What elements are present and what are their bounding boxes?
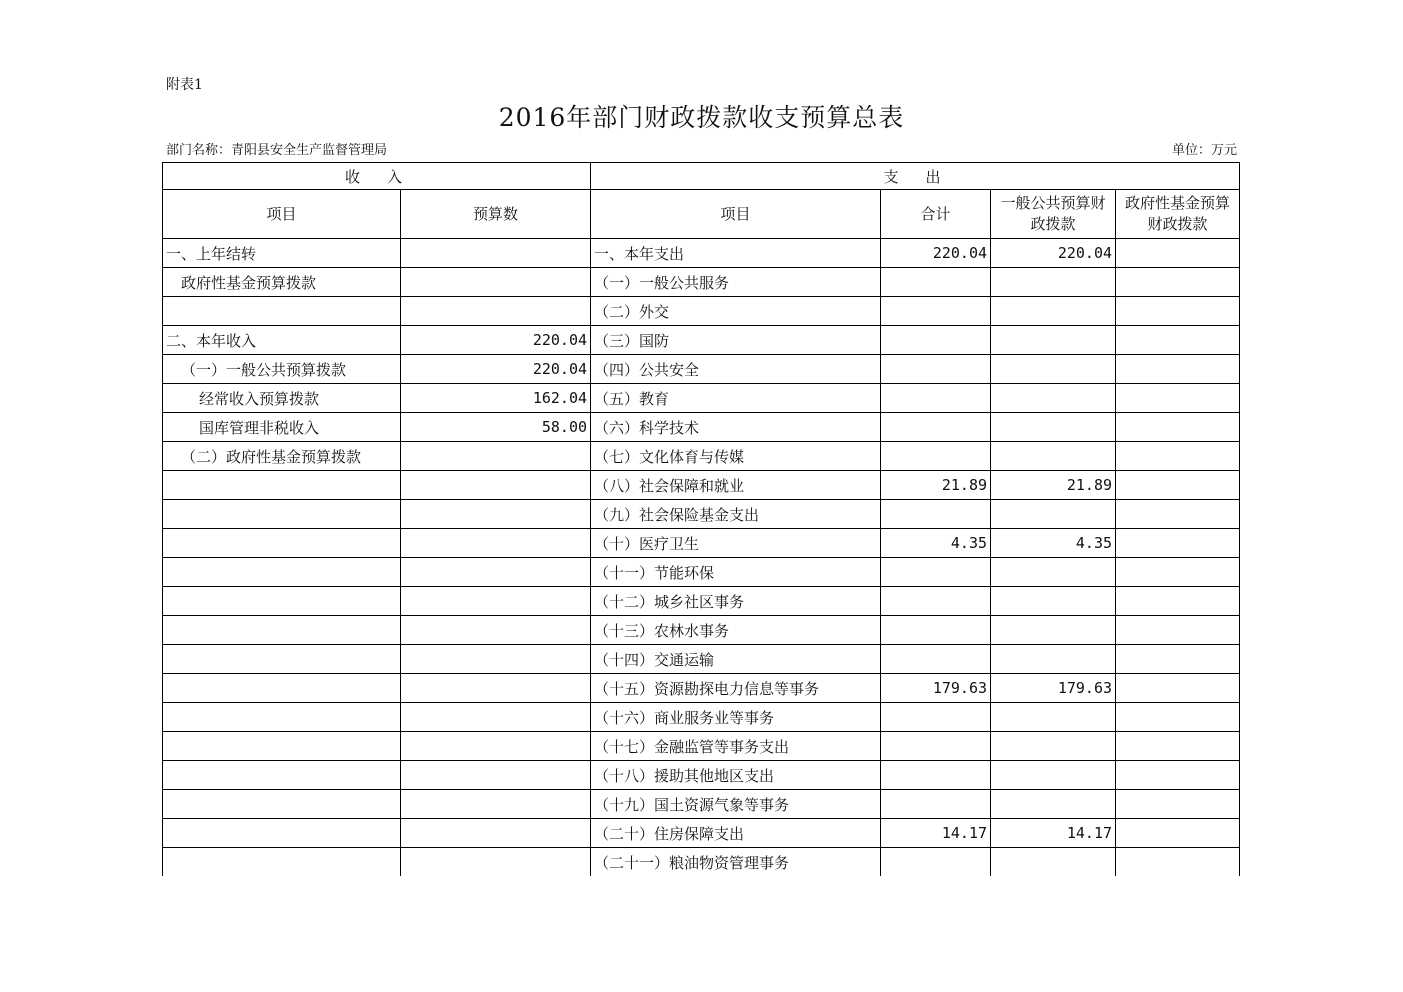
expense-total-cell xyxy=(881,761,991,790)
expense-general-cell xyxy=(991,500,1116,529)
attachment-label: 附表1 xyxy=(166,77,203,93)
income-budget-cell xyxy=(401,587,591,616)
expense-item-cell: （十三）农林水事务 xyxy=(591,616,881,645)
expense-item-cell: （十）医疗卫生 xyxy=(591,529,881,558)
expense-total-header: 合计 xyxy=(881,190,991,239)
income-item-cell xyxy=(163,500,401,529)
table-row xyxy=(163,558,1240,587)
expense-fund-cell xyxy=(1116,500,1240,529)
income-budget-cell xyxy=(401,529,591,558)
expense-total-cell xyxy=(881,384,991,413)
expense-item-cell: （九）社会保险基金支出 xyxy=(591,500,881,529)
income-item-cell xyxy=(163,674,401,703)
income-item-cell: （二）政府性基金预算拨款 xyxy=(163,442,401,471)
income-budget-cell xyxy=(401,703,591,732)
expense-item-cell: （二）外交 xyxy=(591,297,881,326)
expense-total-cell xyxy=(881,645,991,674)
table-row xyxy=(163,268,1240,297)
income-item-cell xyxy=(163,761,401,790)
expense-total-cell: 179.63 xyxy=(881,674,991,703)
expense-general-cell: 220.04 xyxy=(991,239,1116,268)
expense-fund-cell xyxy=(1116,732,1240,761)
table-row xyxy=(163,848,1240,877)
income-budget-cell xyxy=(401,297,591,326)
expense-total-cell xyxy=(881,732,991,761)
expense-item-cell: 一、本年支出 xyxy=(591,239,881,268)
income-budget-cell xyxy=(401,645,591,674)
expense-item-cell: （八）社会保障和就业 xyxy=(591,471,881,500)
expense-general-cell: 179.63 xyxy=(991,674,1116,703)
income-budget-cell xyxy=(401,848,591,877)
expense-item-cell: （十九）国土资源气象等事务 xyxy=(591,790,881,819)
table-row xyxy=(163,790,1240,819)
table-row xyxy=(163,297,1240,326)
expense-item-cell: （十七）金融监管等事务支出 xyxy=(591,732,881,761)
expense-total-cell xyxy=(881,268,991,297)
income-item-cell xyxy=(163,732,401,761)
table-row xyxy=(163,326,1240,355)
expense-fund-cell xyxy=(1116,616,1240,645)
income-budget-cell: 220.04 xyxy=(401,355,591,384)
income-budget-cell xyxy=(401,674,591,703)
expense-fund-cell xyxy=(1116,761,1240,790)
expense-fund-cell xyxy=(1116,819,1240,848)
income-budget-cell: 58.00 xyxy=(401,413,591,442)
expense-item-cell: （十八）援助其他地区支出 xyxy=(591,761,881,790)
expense-fund-cell xyxy=(1116,413,1240,442)
table-row xyxy=(163,761,1240,790)
income-budget-cell xyxy=(401,732,591,761)
expense-item-cell: （十五）资源勘探电力信息等事务 xyxy=(591,674,881,703)
expense-general-cell: 21.89 xyxy=(991,471,1116,500)
expense-general-cell xyxy=(991,761,1116,790)
expense-fund-cell xyxy=(1116,674,1240,703)
table-row xyxy=(163,732,1240,761)
expense-fund-cell xyxy=(1116,529,1240,558)
income-budget-cell xyxy=(401,500,591,529)
table-row xyxy=(163,587,1240,616)
table-row xyxy=(163,239,1240,268)
expense-item-cell: （十二）城乡社区事务 xyxy=(591,587,881,616)
income-item-cell: 经常收入预算拨款 xyxy=(163,384,401,413)
table-row xyxy=(163,616,1240,645)
expense-general-cell xyxy=(991,413,1116,442)
expense-item-cell: （七）文化体育与传媒 xyxy=(591,442,881,471)
expense-fund-cell xyxy=(1116,703,1240,732)
table-row xyxy=(163,442,1240,471)
expense-general-cell xyxy=(991,732,1116,761)
expense-general-cell xyxy=(991,384,1116,413)
income-item-cell xyxy=(163,703,401,732)
income-budget-cell: 220.04 xyxy=(401,326,591,355)
income-item-cell xyxy=(163,297,401,326)
budget-table xyxy=(162,162,1240,876)
expense-item-cell: （五）教育 xyxy=(591,384,881,413)
income-item-cell xyxy=(163,645,401,674)
expense-fund-cell xyxy=(1116,355,1240,384)
expense-total-cell: 4.35 xyxy=(881,529,991,558)
expense-general-cell xyxy=(991,326,1116,355)
expense-fund-cell xyxy=(1116,268,1240,297)
income-item-cell xyxy=(163,819,401,848)
income-budget-header: 预算数 xyxy=(401,190,591,239)
expense-general-cell: 14.17 xyxy=(991,819,1116,848)
column-header-row xyxy=(163,190,1240,239)
expense-general-cell xyxy=(991,558,1116,587)
department-name: 部门名称：青阳县安全生产监督管理局 xyxy=(166,143,388,158)
expense-fund-cell xyxy=(1116,790,1240,819)
income-budget-cell xyxy=(401,819,591,848)
income-budget-cell xyxy=(401,471,591,500)
expense-fund-cell xyxy=(1116,442,1240,471)
expense-total-cell: 21.89 xyxy=(881,471,991,500)
income-item-cell xyxy=(163,558,401,587)
expense-total-cell xyxy=(881,848,991,877)
expense-total-cell xyxy=(881,326,991,355)
income-budget-cell xyxy=(401,239,591,268)
income-item-cell xyxy=(163,790,401,819)
unit-label: 单位：万元 xyxy=(1171,143,1237,158)
income-item-header: 项目 xyxy=(163,190,401,239)
expense-item-cell: （十一）节能环保 xyxy=(591,558,881,587)
expense-fund-cell xyxy=(1116,326,1240,355)
expense-general-cell xyxy=(991,790,1116,819)
expense-general-cell xyxy=(991,645,1116,674)
table-row xyxy=(163,355,1240,384)
expense-general-cell xyxy=(991,616,1116,645)
income-item-cell: （一）一般公共预算拨款 xyxy=(163,355,401,384)
page-title: 2016年部门财政拨款收支预算总表 xyxy=(498,103,905,132)
income-item-cell: 二、本年收入 xyxy=(163,326,401,355)
income-budget-cell xyxy=(401,442,591,471)
income-item-cell: 政府性基金预算拨款 xyxy=(163,268,401,297)
table-row xyxy=(163,500,1240,529)
expense-general-cell xyxy=(991,355,1116,384)
expense-general-cell xyxy=(991,297,1116,326)
expense-total-cell xyxy=(881,587,991,616)
expense-general-cell xyxy=(991,587,1116,616)
expense-item-cell: （一）一般公共服务 xyxy=(591,268,881,297)
income-group-header: 收 入 xyxy=(163,163,591,190)
expense-fund-cell xyxy=(1116,587,1240,616)
expense-item-cell: （十六）商业服务业等事务 xyxy=(591,703,881,732)
expense-general-cell xyxy=(991,442,1116,471)
expense-total-cell: 220.04 xyxy=(881,239,991,268)
expense-general-cell xyxy=(991,703,1116,732)
expense-general-header: 一般公共预算财政拨款 xyxy=(991,190,1116,239)
group-header-row xyxy=(163,163,1240,190)
expense-item-header: 项目 xyxy=(591,190,881,239)
income-item-cell xyxy=(163,616,401,645)
income-item-cell: 国库管理非税收入 xyxy=(163,413,401,442)
expense-total-cell xyxy=(881,790,991,819)
income-item-cell xyxy=(163,848,401,877)
table-row xyxy=(163,384,1240,413)
expense-item-cell: （四）公共安全 xyxy=(591,355,881,384)
expense-total-cell xyxy=(881,558,991,587)
expense-item-cell: （二十一）粮油物资管理事务 xyxy=(591,848,881,877)
expense-total-cell xyxy=(881,442,991,471)
expense-total-cell xyxy=(881,703,991,732)
expense-total-cell xyxy=(881,355,991,384)
expense-total-cell xyxy=(881,413,991,442)
income-budget-cell xyxy=(401,790,591,819)
table-row xyxy=(163,413,1240,442)
expense-total-cell xyxy=(881,616,991,645)
expense-fund-cell xyxy=(1116,239,1240,268)
expense-general-cell xyxy=(991,268,1116,297)
expense-item-cell: （十四）交通运输 xyxy=(591,645,881,674)
expense-fund-cell xyxy=(1116,297,1240,326)
table-row xyxy=(163,471,1240,500)
income-budget-cell: 162.04 xyxy=(401,384,591,413)
table-row xyxy=(163,703,1240,732)
expense-fund-cell xyxy=(1116,848,1240,877)
expense-item-cell: （六）科学技术 xyxy=(591,413,881,442)
expense-general-cell: 4.35 xyxy=(991,529,1116,558)
expense-general-cell xyxy=(991,848,1116,877)
income-budget-cell xyxy=(401,761,591,790)
expense-fund-cell xyxy=(1116,645,1240,674)
table-row xyxy=(163,674,1240,703)
expense-total-cell xyxy=(881,500,991,529)
income-budget-cell xyxy=(401,558,591,587)
income-budget-cell xyxy=(401,268,591,297)
expense-fund-cell xyxy=(1116,384,1240,413)
expense-item-cell: （三）国防 xyxy=(591,326,881,355)
table-row xyxy=(163,819,1240,848)
expense-item-cell: （二十）住房保障支出 xyxy=(591,819,881,848)
expense-fund-cell xyxy=(1116,471,1240,500)
income-budget-cell xyxy=(401,616,591,645)
table-row xyxy=(163,645,1240,674)
expense-fund-cell xyxy=(1116,558,1240,587)
expense-fund-header: 政府性基金预算财政拨款 xyxy=(1116,190,1240,239)
income-item-cell xyxy=(163,587,401,616)
table-row xyxy=(163,529,1240,558)
income-item-cell xyxy=(163,471,401,500)
expense-total-cell: 14.17 xyxy=(881,819,991,848)
expense-total-cell xyxy=(881,297,991,326)
income-item-cell xyxy=(163,529,401,558)
expense-group-header: 支 出 xyxy=(591,163,1240,190)
income-item-cell: 一、上年结转 xyxy=(163,239,401,268)
